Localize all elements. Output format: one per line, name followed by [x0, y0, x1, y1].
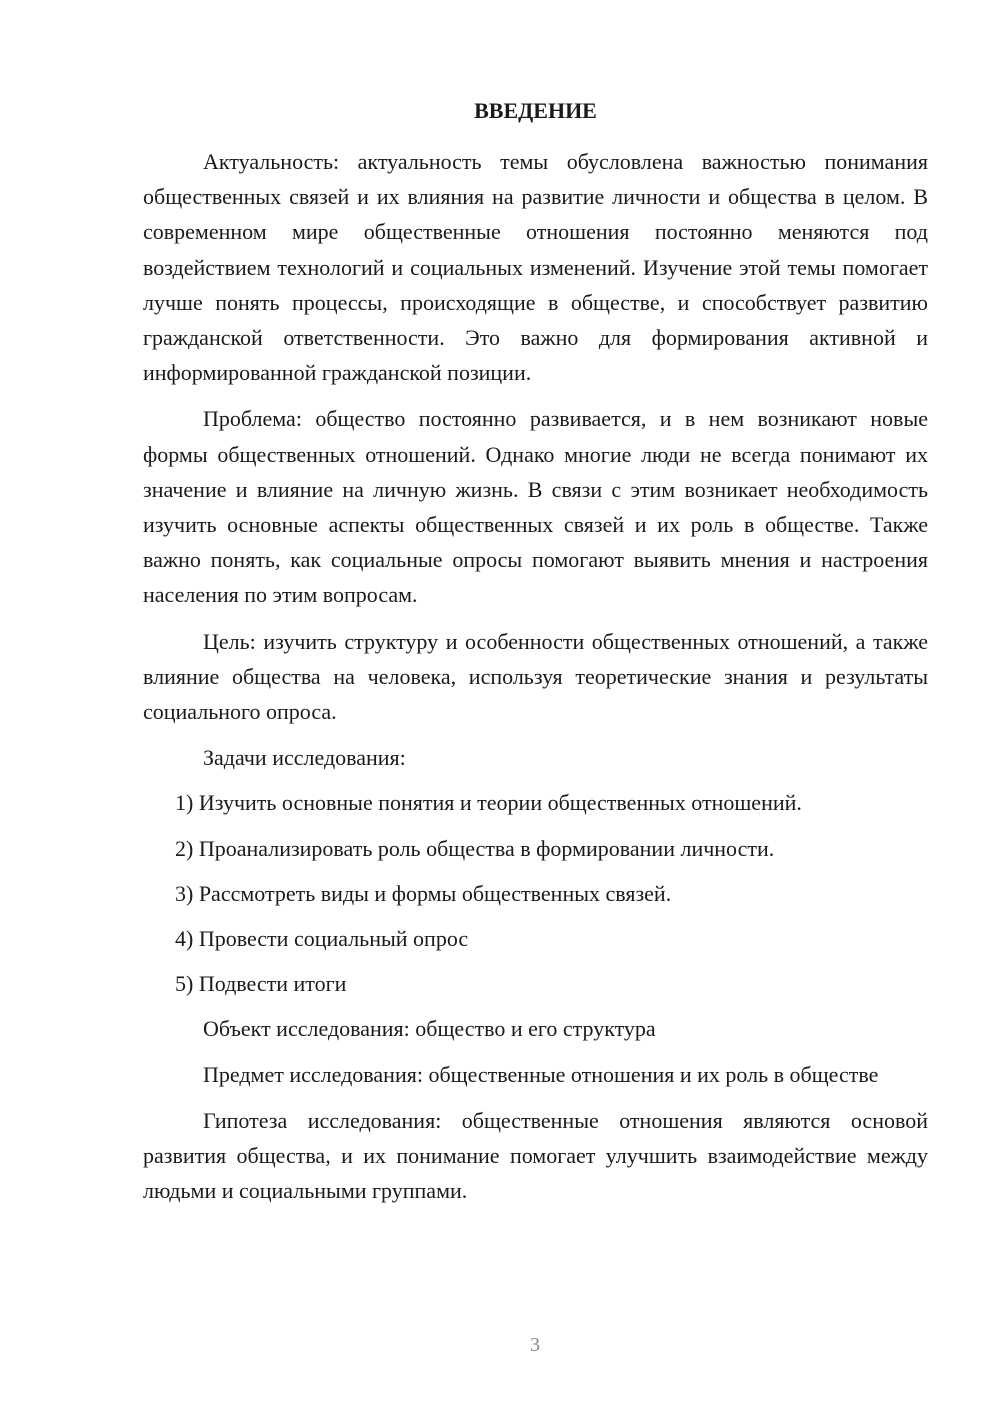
list-item: 4) Провести социальный опрос [175, 926, 469, 952]
list-item: 5) Подвести итоги [175, 971, 347, 997]
object-paragraph: Объект исследования: общество и его структура [203, 1016, 656, 1042]
tasks-list [143, 785, 928, 1001]
page-content [143, 96, 928, 1219]
goal-paragraph: Цель: изучить структуру и особенности общественных отношений, а также влияние общества на человека, используя теоретические знания и результаты социального опроса. [143, 628, 928, 725]
page-number: 3 [530, 1334, 540, 1356]
tasks-heading: Задачи исследования: [203, 745, 406, 771]
subject-paragraph: Предмет исследования: общественные отношения и их роль в обществе [203, 1061, 879, 1087]
problem-paragraph: Проблема: общество постоянно развивается, и в нем возникают новые формы общественных отношений. Однако многие люди не всегда понимают их значение и влияние на личную жизнь. В связи с этим возникает необходимость изучить основные аспекты общественных связей и их роль в обществе. Также важно понять, как социальные опросы помогают выявить мнения и настроения населения по этим вопросам. [143, 406, 928, 608]
list-item: 2) Проанализировать роль общества в формировании личности. [175, 835, 775, 861]
page-title: ВВЕДЕНИЕ [474, 98, 597, 123]
relevance-paragraph: Актуальность: актуальность темы обусловлена важностью понимания общественных связей и их влияния на развитие личности и общества в целом. В современном мире общественные отношения постоянно меняются под воздействием технологий и социальных изменений. Изучение этой темы помогает лучше понять процессы, происходящие в обществе, и способствует развитию гражданской ответственности. Это важно для формирования активной и информированной гражданской позиции. [143, 149, 928, 386]
hypothesis-paragraph: Гипотеза исследования: общественные отношения являются основой развития общества, и их понимание помогает улучшить взаимодействие между людьми и социальными группами. [143, 1107, 928, 1204]
list-item: 1) Изучить основные понятия и теории общественных отношений. [175, 790, 802, 816]
list-item: 3) Рассмотреть виды и формы общественных связей. [175, 880, 672, 906]
